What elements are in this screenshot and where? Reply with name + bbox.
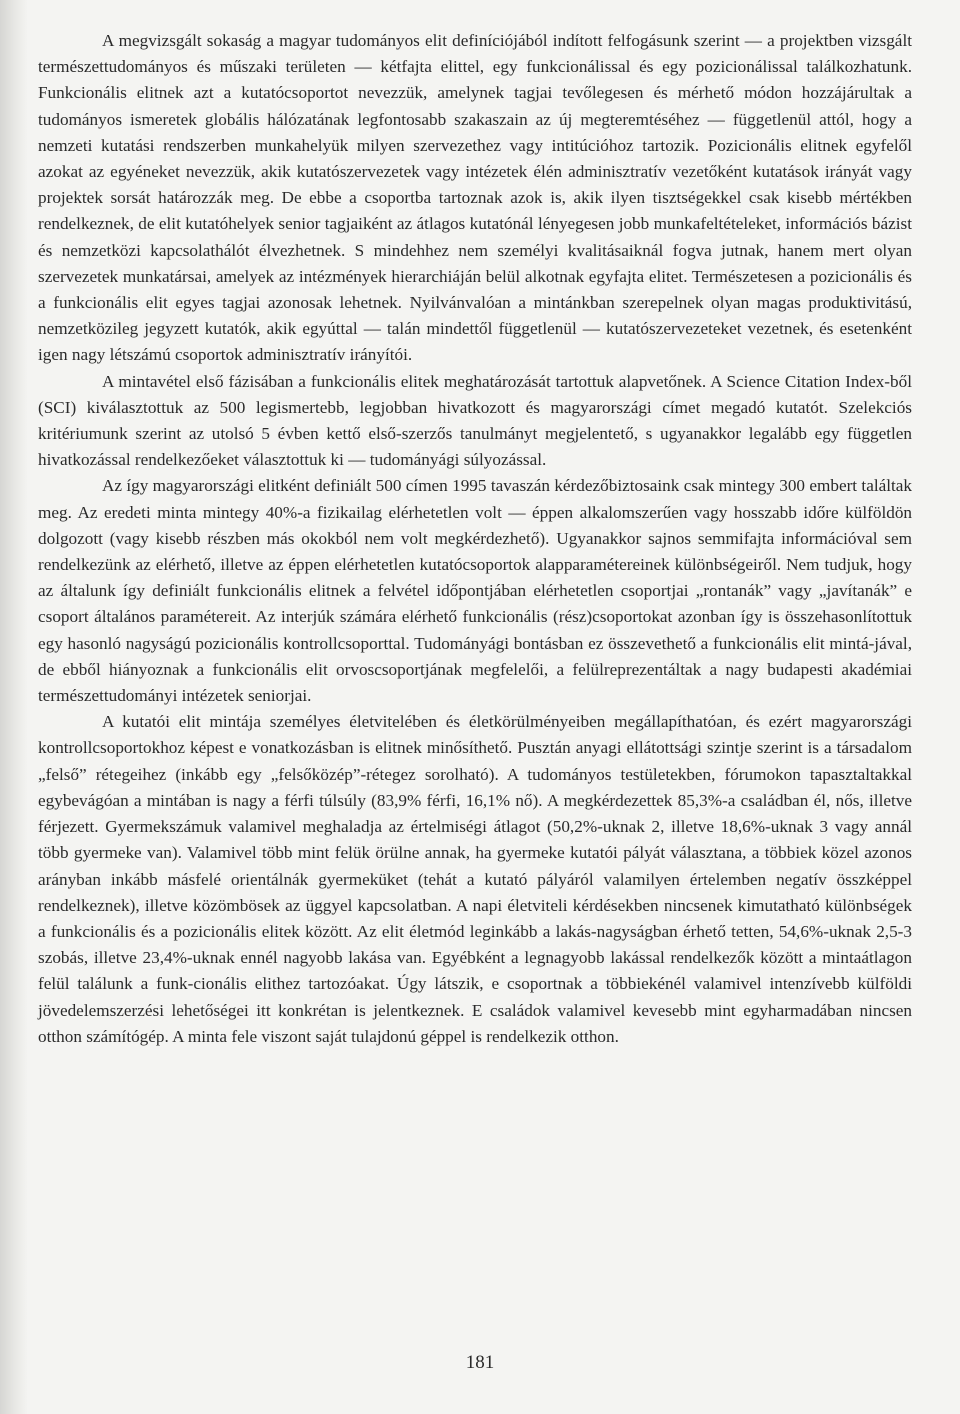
scan-shadow-edge — [0, 0, 28, 1414]
body-text — [38, 28, 912, 1050]
paragraph-living-conditions: A kutatói elit mintája személyes életvitelében és életkörülményeiben megállapíthatóan, és ezért magyarországi kontrollcsoportokhoz képest e vonatkozásban is elitnek minősíthető. Pusztán anyagi ellátottsági szintje szerint is a társadalom „felső” rétegeihez (inkább egy „felsőközép”-rétegez sorolható). A tudományos testületekben, fórumokon tapasztaltakkal egybevágóan a mintában is nagy a férfi túlsúly (83,9% férfi, 16,1% nő). A megkérdezettek 85,3%-a családban él, nős, illetve férjezett. Gyermekszámuk valamivel meghaladja az értelmiségi átlagot (50,2%-uknak 2, illetve 18,6%-uknak 3 vagy annál több gyermeke van). Valamivel több mint felük örülne annak, ha gyermeke kutatói pályát választana, a többiek közel azonos arányban inkább másfelé orientálnák gyermeküket (tehát a kutató pályáról valamilyen értelemben negatív összképpel rendelkeznek), illetve közömbösek az üggyel kapcsolatban. A napi életviteli kérdésekben nincsenek kimutatható különbségek a funkcionális és a pozicionális elitek között. Az elit életmód leginkább a lakás-nagyságban érhető tetten, 54,6%-uknak 2,5-3 szobás, illetve 23,4%-uknak ennél nagyobb lakása van. Egyébként a legnagyobb lakással rendelkezők között a mintaátlagon felül találunk a funk-cionális elithez tartozóakat. Úgy látszik, e csoportnak a többiekénél valamivel intenzívebb külföldi jövedelemszerzési lehetőségei itt konkrétan is jelentkeznek. E családok valamivel kevesebb mint egyharmadában nincsen otthon számítógép. A minta fele viszont saját tulajdonú géppel is rendelkezik otthon. — [38, 712, 912, 1046]
paragraph-elite-definition: A megvizsgált sokaság a magyar tudományos elit definíciójából indított felfogásunk szerint — a projektben vizsgált természettudományos és műszaki területen — kétfajta elittel, egy funkcionálissal és egy pozicionálissal találkozhatunk. Funkcionális elitnek azt a kutatócsoportot nevezzük, amelynek tagjai tevőlegesen és mérhető módon hozzájárultak a tudományos ismeretek globális hálózatának legfontosabb szakaszain az új megteremtéséhez — függetlenül attól, hogy a nemzeti kutatási rendszerben munkahelyük milyen szervezethez vagy intitúcióhoz tartozik. Pozicionális elitnek egyfelől azokat az egyéneket nevezzük, akik kutatószervezetek vagy intézetek élén adminisztratív vezetőként kutatások irányát vagy projektek sorsát határozzák meg. De ebbe a csoportba tartoznak azok is, akik ilyen tisztségekkel csak kisebb mértékben rendelkeznek, de elit kutatóhelyek senior tagjaiként az átlagos kutatónál lényegesen jobb munkafeltételeket, információs bázist és nemzetközi kapcsolathálót élvezhetnek. S mindehhez nem személyi kvalitásaiknál fogva jutnak, hanem mert olyan szervezetek munkatársai, amelyek az intézmények hierarchiáján belül alkotnak egyfajta elitet. Természetesen a pozicionális és a funkcionális elit egyes tagjai azonosak lehetnek. Nyilvánvalóan a mintánkban szerepelnek olyan magas produktivitású, nemzetközileg jegyzett kutatók, akik egyúttal — talán mindettől függetlenül — kutatószervezeteket vezetnek, és esetenként igen nagy létszámú csoportok adminisztratív irányítói. — [38, 31, 912, 365]
paragraph-sample-reach: Az így magyarországi elitként definiált 500 címen 1995 tavaszán kérdezőbiztosaink csak mintegy 300 embert találtak meg. Az eredeti minta mintegy 40%-a fizikailag elérhetetlen volt — éppen alkalomszerűen vagy hosszabb időre külföldön dolgozott (vagy kisebb részben más okokból nem volt megkérdezhető). Ugyanakkor sajnos semmifajta információval sem rendelkezünk az elérhető, illetve az éppen elérhetetlen kutatócsoportok alapparamétereinek különbségeiről. Nem tudjuk, hogy az általunk így definiált funkcionális elitnek a felvétel időpontjában elérhetetlen csoportjai „rontanák” vagy „javítanák” e csoport általános paramétereit. Az interjúk számára elérhető funkcionális (rész)csoportokat azonban így is összehasonlítottuk egy hasonló nagyságú pozicionális kontrollcsoporttal. Tudományági bontásban ez összevethető a funkcionális elit mintá-jával, de ebből hiányoznak a funkcionális elit orvoscsoportjának megfelelői, a felülreprezentáltak a nagy budapesti akadémiai természettudományi intézetek seniorjai. — [38, 476, 912, 706]
page-number: 181 — [465, 1352, 495, 1373]
paragraph-sampling-first-phase: A mintavétel első fázisában a funkcionális elitek meghatározását tartottuk alapvetőnek. A Science Citation Index-ből (SCI) kiválasztottuk az 500 legismertebb, legjobban hivatkozott és magyarországi címet megadó kutatót. Szelekciós kritériumunk szerint az utolsó 5 évben kettő első-szerzős tanulmányt megjelentető, s ugyanakkor legalább egy független hivatkozással rendelkezőeket választottuk ki — tudományági súlyozással. — [38, 371, 912, 470]
